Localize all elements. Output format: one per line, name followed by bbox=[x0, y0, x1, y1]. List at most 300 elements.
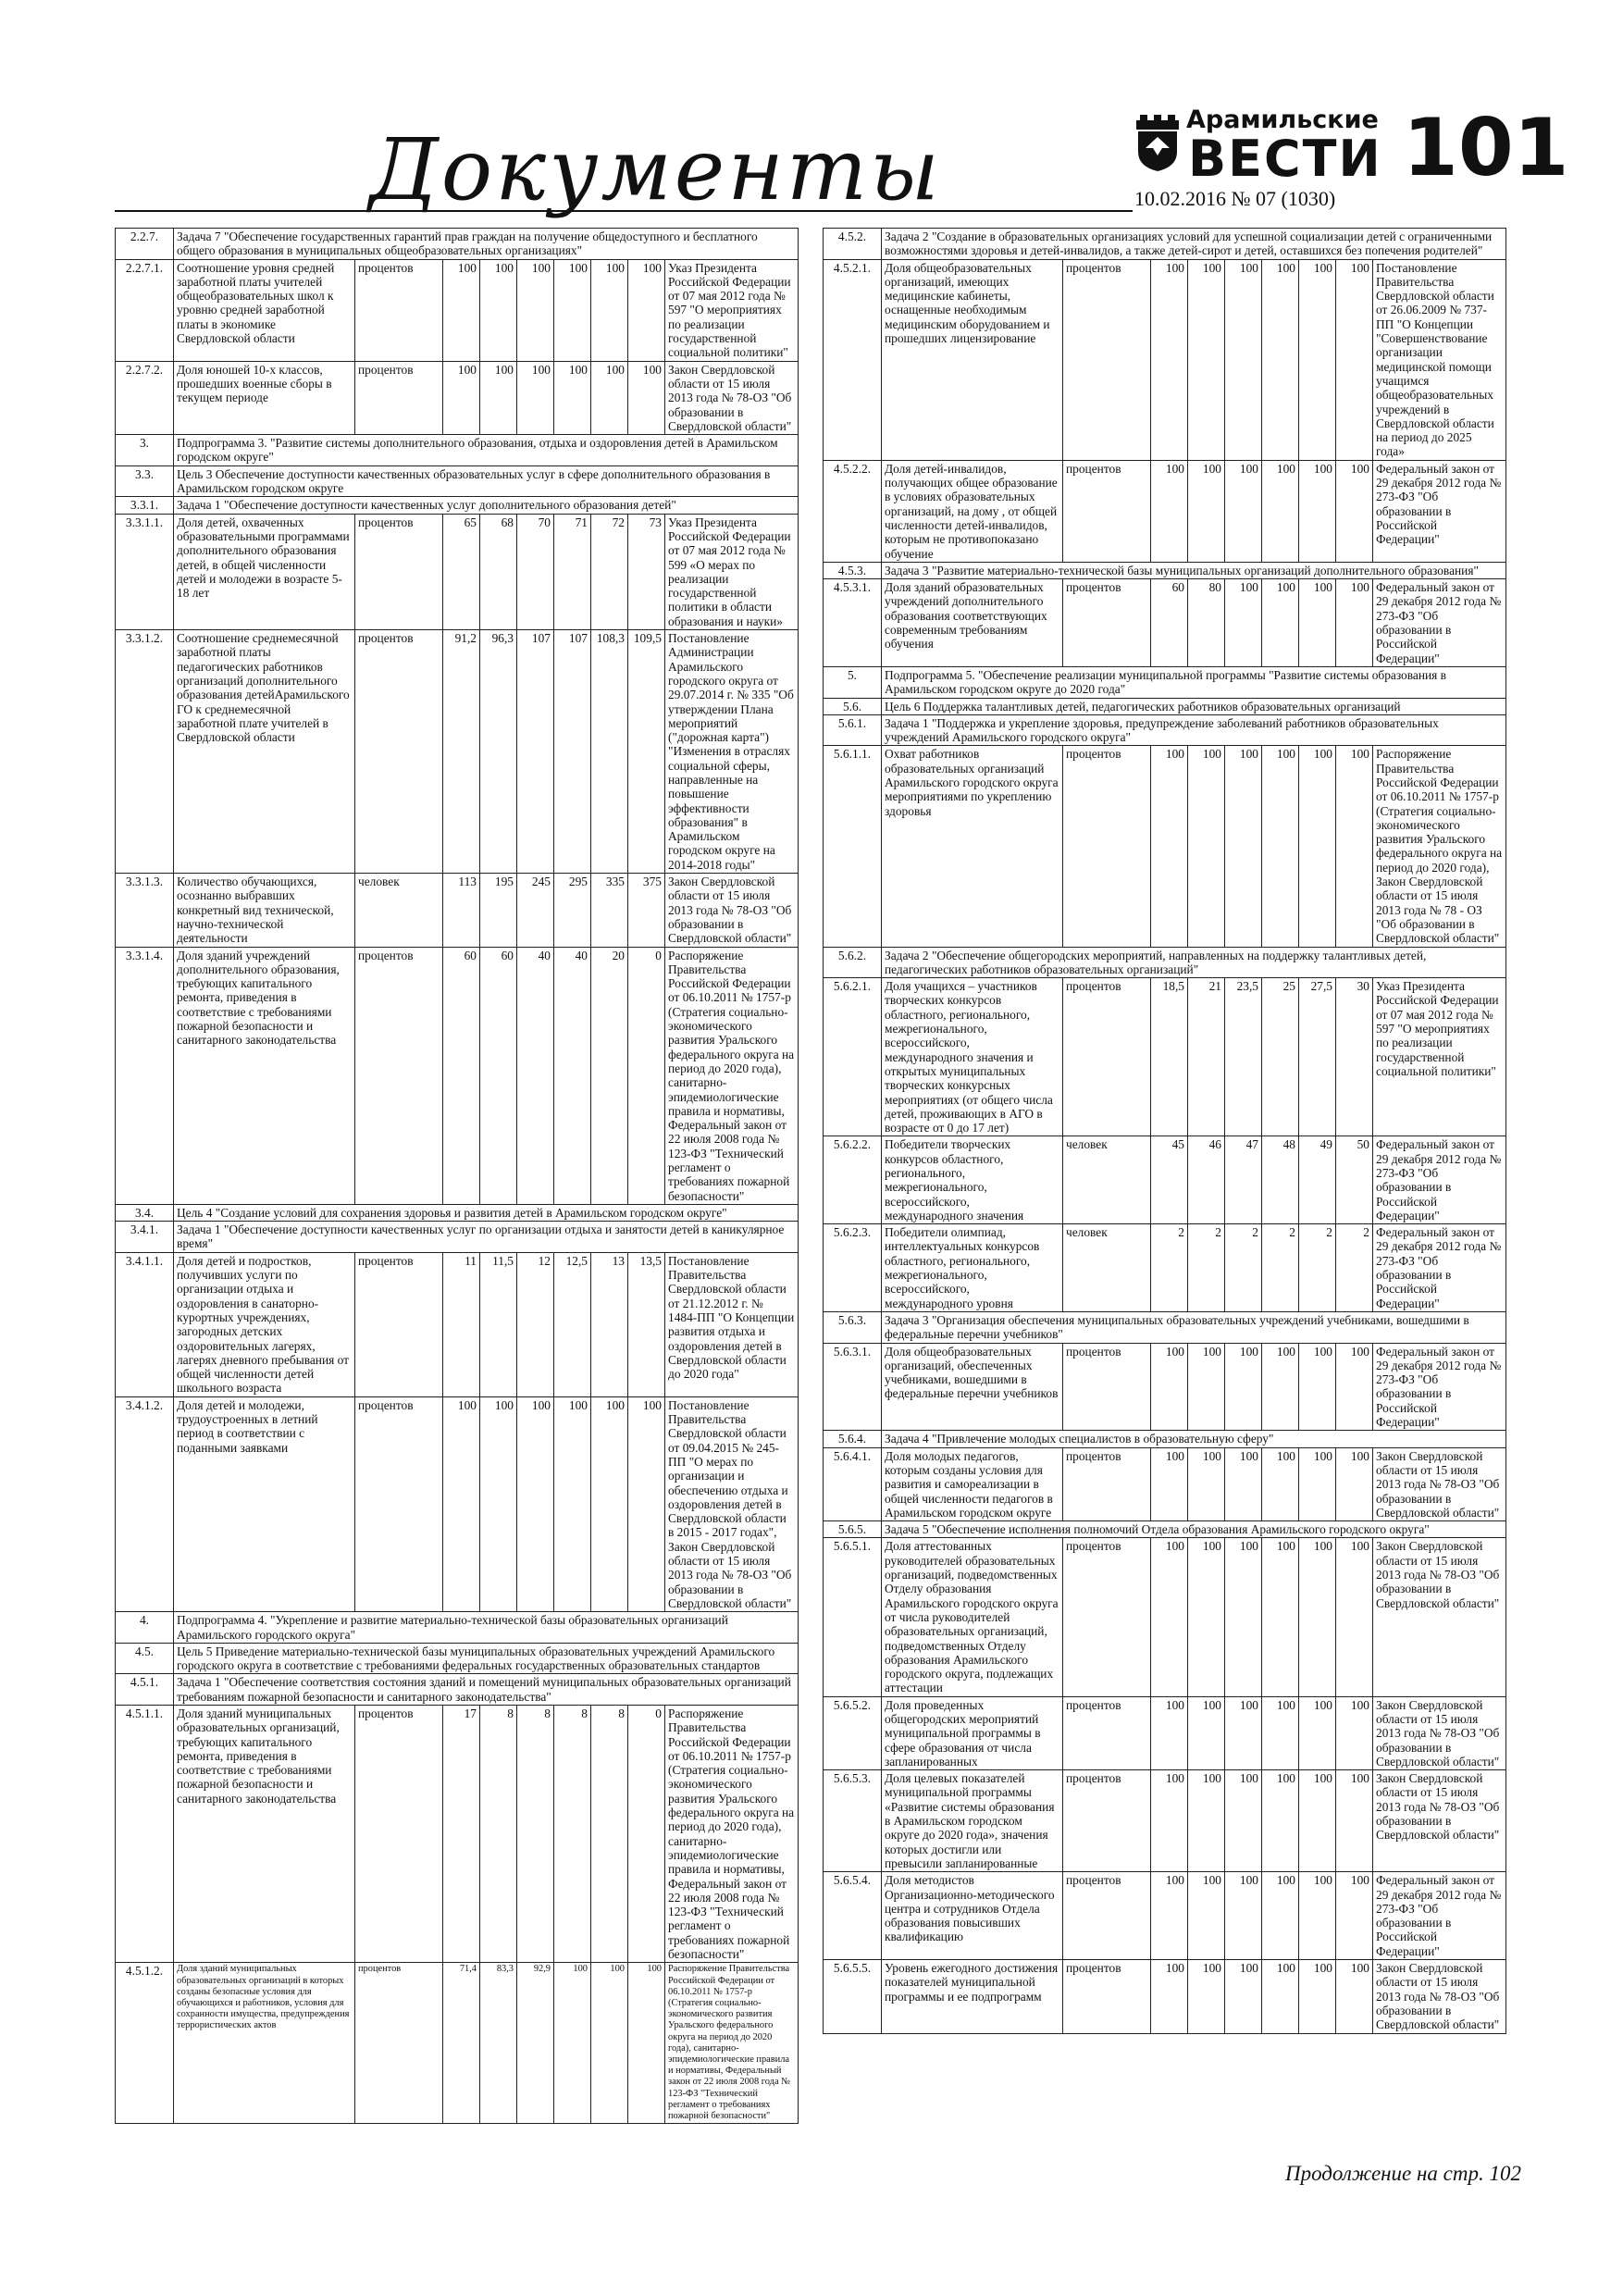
table-row bbox=[116, 630, 799, 874]
row-code: 4.5.2.2. bbox=[824, 460, 882, 562]
row-code: 5.6.3.1. bbox=[824, 1343, 882, 1431]
section-text: Задача 1 "Обеспечение доступности качественных услуг дополнительного образования детей" bbox=[174, 497, 799, 514]
table-row bbox=[116, 435, 799, 466]
table-row bbox=[116, 1252, 799, 1396]
indicator-name: Доля аттестованных руководителей образовательных организаций, подведомственных Отделу образования Арамильского городского округа от числа руководителей образовательных организаций, подведомственных Отделу образования Арамильского городского округа, подлежащих аттестации bbox=[882, 1538, 1063, 1696]
row-code: 5.6.5.3. bbox=[824, 1770, 882, 1872]
value-cell: 100 bbox=[1151, 460, 1188, 562]
value-cell: 100 bbox=[1225, 1770, 1262, 1872]
row-code: 5. bbox=[824, 666, 882, 698]
section-text: Задача 2 "Создание в образовательных организациях условий для успешной социализации детей с ограниченными возможностями здоровья и детей-инвалидов, а также детей-сирот и детей, оставшихся без попечения родителей" bbox=[882, 229, 1506, 260]
header-rule bbox=[115, 210, 1133, 212]
row-code: 4.5.3. bbox=[824, 562, 882, 578]
value-cell: 100 bbox=[1299, 746, 1336, 947]
legal-basis-cell: Федеральный закон от 29 декабря 2012 года № 273-ФЗ "Об образовании в Российской Федерации" bbox=[1373, 1136, 1506, 1224]
left-column bbox=[115, 228, 799, 2124]
legal-basis-cell: Федеральный закон от 29 декабря 2012 года № 273-ФЗ "Об образовании в Российской Федерации" bbox=[1373, 1224, 1506, 1312]
legal-basis-cell: Закон Свердловской области от 15 июля 2013 года № 78-ОЗ "Об образовании в Свердловской области" bbox=[1373, 1770, 1506, 1872]
indicator-name: Доля целевых показателей муниципальной программы «Развитие системы образования в Арамильском городском округе до 2020 года», значения которых достигли или превысили запланированные bbox=[882, 1770, 1063, 1872]
value-cell: 100 bbox=[1336, 1447, 1373, 1520]
unit-cell: процентов bbox=[1063, 259, 1151, 460]
issue-date: 10.02.2016 № 07 (1030) bbox=[1134, 187, 1336, 210]
masthead-name: ВЕСТИ bbox=[1188, 130, 1382, 188]
value-cell: 100 bbox=[1299, 1872, 1336, 1960]
row-code: 5.6.2.1. bbox=[824, 978, 882, 1136]
value-cell: 83,3 bbox=[480, 1963, 517, 2124]
value-cell: 21 bbox=[1188, 978, 1225, 1136]
value-cell: 100 bbox=[517, 361, 554, 434]
section-title: Документы bbox=[369, 120, 942, 219]
indicator-name: Доля детей и молодежи, трудоустроенных в летний период в соответствии с поданными заявками bbox=[174, 1396, 355, 1611]
value-cell: 100 bbox=[1188, 259, 1225, 460]
table-row bbox=[824, 579, 1506, 667]
indicator-name: Количество обучающихся, осознанно выбравших конкретный вид технической, научно-технической деятельности bbox=[174, 874, 355, 947]
row-code: 4.5.1. bbox=[116, 1674, 174, 1706]
value-cell: 100 bbox=[1151, 1343, 1188, 1431]
value-cell: 80 bbox=[1188, 579, 1225, 667]
value-cell: 113 bbox=[443, 874, 480, 947]
value-cell: 100 bbox=[517, 1396, 554, 1611]
value-cell: 46 bbox=[1188, 1136, 1225, 1224]
table-row bbox=[824, 229, 1506, 260]
value-cell: 8 bbox=[554, 1705, 591, 1962]
value-cell: 100 bbox=[1299, 460, 1336, 562]
unit-cell: процентов bbox=[1063, 1343, 1151, 1431]
legal-basis-cell: Распоряжение Правительства Российской Федерации от 06.10.2011 № 1757-р (Стратегия социально-экономического развития Уральского федерального округа на период до 2020 года), санитарно-эпидемиологические правила и нормативы, Федеральный закон от 22 июля 2008 года № 123-ФЗ "Технический регламент о требованиях пожарной безопасности" bbox=[665, 1963, 799, 2124]
value-cell: 49 bbox=[1299, 1136, 1336, 1224]
row-code: 3.3.1.4. bbox=[116, 947, 174, 1204]
value-cell: 100 bbox=[1336, 1872, 1373, 1960]
table-row bbox=[824, 1431, 1506, 1447]
table-row bbox=[116, 259, 799, 361]
city-crest-icon bbox=[1134, 115, 1181, 172]
table-row bbox=[824, 947, 1506, 978]
legal-basis-cell: Закон Свердловской области от 15 июля 2013 года № 78-ОЗ "Об образовании в Свердловской области" bbox=[1373, 1696, 1506, 1769]
value-cell: 100 bbox=[1299, 1447, 1336, 1520]
value-cell: 13,5 bbox=[628, 1252, 665, 1396]
masthead-town: Арамильские bbox=[1186, 105, 1379, 134]
legal-basis-cell: Распоряжение Правительства Российской Федерации от 06.10.2011 № 1757-р (Стратегия социально-экономического развития Уральского федерального округа на период до 2020 года), санитарно-эпидемиологические правила и нормативы, Федеральный закон от 22 июля 2008 года № 123-ФЗ "Технический регламент о требованиях пожарной безопасности" bbox=[665, 1705, 799, 1962]
value-cell: 100 bbox=[1299, 1343, 1336, 1431]
section-text: Цель 6 Поддержка талантливых детей, педагогических работников образовательных организаций bbox=[882, 698, 1506, 714]
table-row bbox=[116, 361, 799, 434]
value-cell: 375 bbox=[628, 874, 665, 947]
value-cell: 100 bbox=[591, 1963, 628, 2124]
value-cell: 2 bbox=[1336, 1224, 1373, 1312]
table-row bbox=[116, 229, 799, 260]
value-cell: 2 bbox=[1151, 1224, 1188, 1312]
value-cell: 100 bbox=[1188, 1343, 1225, 1431]
table-row bbox=[116, 947, 799, 1204]
value-cell: 100 bbox=[1225, 1447, 1262, 1520]
unit-cell: процентов bbox=[1063, 1770, 1151, 1872]
table-row bbox=[116, 1204, 799, 1221]
unit-cell: процентов bbox=[355, 259, 443, 361]
legal-basis-cell: Федеральный закон от 29 декабря 2012 года № 273-ФЗ "Об образовании в Российской Федерации" bbox=[1373, 579, 1506, 667]
value-cell: 48 bbox=[1262, 1136, 1299, 1224]
value-cell: 40 bbox=[517, 947, 554, 1204]
row-code: 5.6.5.4. bbox=[824, 1872, 882, 1960]
section-text: Подпрограмма 4. "Укрепление и развитие материально-технической базы образовательных организаций Арамильского городского округа" bbox=[174, 1612, 799, 1644]
value-cell: 73 bbox=[628, 514, 665, 629]
unit-cell: процентов bbox=[355, 1252, 443, 1396]
value-cell: 100 bbox=[1262, 259, 1299, 460]
section-text: Цель 5 Приведение материально-технической базы муниципальных образовательных учреждений Арамильского городского округа в соответствие с требованиями федеральных государственных образовательных стандартов bbox=[174, 1643, 799, 1674]
value-cell: 100 bbox=[1262, 460, 1299, 562]
value-cell: 100 bbox=[1225, 460, 1262, 562]
row-code: 3.3. bbox=[116, 465, 174, 497]
row-code: 4.5.2.1. bbox=[824, 259, 882, 460]
legal-basis-cell: Закон Свердловской области от 15 июля 2013 года № 78-ОЗ "Об образовании в Свердловской области" bbox=[1373, 1538, 1506, 1696]
unit-cell: процентов bbox=[355, 1396, 443, 1611]
unit-cell: процентов bbox=[355, 361, 443, 434]
value-cell: 100 bbox=[1336, 1538, 1373, 1696]
value-cell: 23,5 bbox=[1225, 978, 1262, 1136]
page-header bbox=[115, 102, 1569, 219]
section-text: Задача 1 "Обеспечение соответствия состояния зданий и помещений муниципальных образовательных организаций требованиям пожарной безопасности и санитарного законодательства" bbox=[174, 1674, 799, 1706]
indicator-name: Победители олимпиад, интеллектуальных конкурсов областного, регионального, межрегионального, всероссийского, международного уровня bbox=[882, 1224, 1063, 1312]
row-code: 5.6.2. bbox=[824, 947, 882, 978]
row-code: 3.3.1.2. bbox=[116, 630, 174, 874]
table-row bbox=[824, 978, 1506, 1136]
value-cell: 100 bbox=[628, 259, 665, 361]
value-cell: 100 bbox=[1262, 1343, 1299, 1431]
value-cell: 96,3 bbox=[480, 630, 517, 874]
legal-basis-cell: Указ Президента Российской Федерации от 07 мая 2012 года № 599 «О мерах по реализации государственной политики в области образования и науки» bbox=[665, 514, 799, 629]
table-row bbox=[824, 746, 1506, 947]
legal-basis-cell: Постановление Администрации Арамильского городского округа от 29.07.2014 г. № 335 "Об утверждении Плана мероприятий ("дорожная карта") "Изменения в отраслях социальной сферы, направленные на повышение эффективности образования" в Арамильском городском округе на 2014-2018 годы" bbox=[665, 630, 799, 874]
value-cell: 100 bbox=[1336, 1696, 1373, 1769]
table-row bbox=[116, 1612, 799, 1644]
value-cell: 100 bbox=[480, 361, 517, 434]
row-code: 5.6.1. bbox=[824, 714, 882, 746]
indicator-name: Доля юношей 10-х классов, прошедших военные сборы в текущем периоде bbox=[174, 361, 355, 434]
indicator-name: Победители творческих конкурсов областного, регионального, межрегионального, всероссийского, международного значения bbox=[882, 1136, 1063, 1224]
value-cell: 100 bbox=[628, 1396, 665, 1611]
table-row bbox=[116, 1643, 799, 1674]
value-cell: 100 bbox=[1299, 259, 1336, 460]
legal-basis-cell: Постановление Правительства Свердловской области от 21.12.2012 г. № 1484-ПП "О Концепции развития отдыха и оздоровления детей в Свердловской области до 2020 года" bbox=[665, 1252, 799, 1396]
table-row bbox=[116, 1396, 799, 1611]
row-code: 5.6.5.1. bbox=[824, 1538, 882, 1696]
section-text: Задача 4 "Привлечение молодых специалистов в образовательную сферу" bbox=[882, 1431, 1506, 1447]
value-cell: 100 bbox=[1262, 1538, 1299, 1696]
value-cell: 11 bbox=[443, 1252, 480, 1396]
unit-cell: процентов bbox=[1063, 978, 1151, 1136]
unit-cell: процентов bbox=[1063, 1696, 1151, 1769]
row-code: 4. bbox=[116, 1612, 174, 1644]
table-row bbox=[824, 666, 1506, 698]
indicator-name: Доля зданий муниципальных образовательных организаций в которых созданы безопасные условия для обучающихся и работников, условия для сохранности имущества, предупреждения террористических актов bbox=[174, 1963, 355, 2124]
value-cell: 100 bbox=[591, 259, 628, 361]
value-cell: 100 bbox=[1262, 1447, 1299, 1520]
indicator-name: Уровень ежегодного достижения показателей муниципальной программы и ее подпрограмм bbox=[882, 1960, 1063, 2033]
section-text: Подпрограмма 3. "Развитие системы дополнительного образования, отдыха и оздоровления детей в Арамильском городском округе" bbox=[174, 435, 799, 466]
value-cell: 100 bbox=[1151, 1770, 1188, 1872]
value-cell: 100 bbox=[1151, 1538, 1188, 1696]
unit-cell: процентов bbox=[355, 1963, 443, 2124]
value-cell: 100 bbox=[1151, 746, 1188, 947]
value-cell: 109,5 bbox=[628, 630, 665, 874]
unit-cell: процентов bbox=[355, 514, 443, 629]
section-text: Цель 4 "Создание условий для сохранения здоровья и развития детей в Арамильском городском округе" bbox=[174, 1204, 799, 1221]
value-cell: 0 bbox=[628, 947, 665, 1204]
value-cell: 72 bbox=[591, 514, 628, 629]
legal-basis-cell: Федеральный закон от 29 декабря 2012 года № 273-ФЗ "Об образовании в Российской Федерации" bbox=[1373, 460, 1506, 562]
value-cell: 11,5 bbox=[480, 1252, 517, 1396]
continued-note: Продолжение на стр. 102 bbox=[1284, 2162, 1521, 2185]
value-cell: 8 bbox=[591, 1705, 628, 1962]
legal-basis-cell: Закон Свердловской области от 15 июля 2013 года № 78-ОЗ "Об образовании в Свердловской области" bbox=[665, 361, 799, 434]
value-cell: 245 bbox=[517, 874, 554, 947]
value-cell: 100 bbox=[1336, 259, 1373, 460]
unit-cell: процентов bbox=[1063, 460, 1151, 562]
row-code: 2.2.7. bbox=[116, 229, 174, 260]
value-cell: 100 bbox=[1262, 579, 1299, 667]
value-cell: 107 bbox=[554, 630, 591, 874]
legal-basis-cell: Закон Свердловской области от 15 июля 2013 года № 78-ОЗ "Об образовании в Свердловской области" bbox=[665, 874, 799, 947]
legal-basis-cell: Федеральный закон от 29 декабря 2012 года № 273-ФЗ "Об образовании в Российской Федерации" bbox=[1373, 1872, 1506, 1960]
indicator-name: Доля учащихся – участников творческих конкурсов областного, регионального, межрегионального, всероссийского, международного значения и открытых муниципальных творческих конкурсных мероприятиях (от общего числа детей, проживающих в АГО в возрасте от 0 до 17 лет) bbox=[882, 978, 1063, 1136]
unit-cell: процентов bbox=[1063, 1447, 1151, 1520]
value-cell: 335 bbox=[591, 874, 628, 947]
unit-cell: процентов bbox=[355, 630, 443, 874]
value-cell: 2 bbox=[1225, 1224, 1262, 1312]
indicator-name: Доля зданий образовательных учреждений дополнительного образования соответствующих современным требованиям обучения bbox=[882, 579, 1063, 667]
value-cell: 60 bbox=[480, 947, 517, 1204]
value-cell: 100 bbox=[1336, 579, 1373, 667]
value-cell: 100 bbox=[628, 361, 665, 434]
value-cell: 100 bbox=[1336, 1960, 1373, 2033]
table-row bbox=[824, 1960, 1506, 2033]
indicator-name: Доля детей-инвалидов, получающих общее образование в условиях образовательных организаций, на дому , от общей численности детей-инвалидов, которым не противопоказано обучение bbox=[882, 460, 1063, 562]
value-cell: 100 bbox=[1151, 259, 1188, 460]
value-cell: 30 bbox=[1336, 978, 1373, 1136]
section-text: Задача 1 "Обеспечение доступности качественных услуг по организации отдыха и занятости детей в каникулярное время" bbox=[174, 1222, 799, 1253]
value-cell: 100 bbox=[1151, 1447, 1188, 1520]
section-text: Задача 5 "Обеспечение исполнения полномочий Отдела образования Арамильского городского округа" bbox=[882, 1521, 1506, 1538]
value-cell: 107 bbox=[517, 630, 554, 874]
row-code: 4.5.3.1. bbox=[824, 579, 882, 667]
row-code: 4.5.1.2. bbox=[116, 1963, 174, 2124]
indicator-name: Доля общеобразовательных организаций, обеспеченных учебниками, вошедшими в федеральные перечни учебников bbox=[882, 1343, 1063, 1431]
row-code: 5.6.1.1. bbox=[824, 746, 882, 947]
row-code: 4.5.2. bbox=[824, 229, 882, 260]
row-code: 5.6.4.1. bbox=[824, 1447, 882, 1520]
table-row bbox=[824, 698, 1506, 714]
value-cell: 45 bbox=[1151, 1136, 1188, 1224]
table-row bbox=[824, 1770, 1506, 1872]
legal-basis-cell: Постановление Правительства Свердловской области от 26.06.2009 № 737-ПП "О Концепции "Совершенствование организации медицинской помощи учащимся общеобразовательных учреждений в Свердловской области на период до 2025 года» bbox=[1373, 259, 1506, 460]
row-code: 3.4.1. bbox=[116, 1222, 174, 1253]
row-code: 3.4.1.2. bbox=[116, 1396, 174, 1611]
legal-basis-cell: Распоряжение Правительства Российской Федерации от 06.10.2011 № 1757-р (Стратегия социально-экономического развития Уральского федерального округа на период до 2020 года), Закон Свердловской области от 15 июля 2013 года № 78 - ОЗ "Об образовании в Свердловской области" bbox=[1373, 746, 1506, 947]
value-cell: 100 bbox=[1151, 1960, 1188, 2033]
unit-cell: человек bbox=[1063, 1224, 1151, 1312]
table-row bbox=[824, 1521, 1506, 1538]
table-row bbox=[116, 465, 799, 497]
unit-cell: человек bbox=[355, 874, 443, 947]
value-cell: 100 bbox=[1262, 746, 1299, 947]
section-text: Задача 3 "Развитие материально-технической базы муниципальных организаций дополнительного образования" bbox=[882, 562, 1506, 578]
table-row bbox=[824, 1447, 1506, 1520]
value-cell: 50 bbox=[1336, 1136, 1373, 1224]
section-text: Задача 3 "Организация обеспечения муниципальных образовательных учреждений учебниками, вошедшими в федеральные перечни учебников" bbox=[882, 1311, 1506, 1343]
table-row bbox=[824, 1696, 1506, 1769]
indicators-table-left bbox=[115, 228, 799, 2124]
unit-cell: процентов bbox=[355, 947, 443, 1204]
value-cell: 60 bbox=[443, 947, 480, 1204]
row-code: 4.5.1.1. bbox=[116, 1705, 174, 1962]
indicator-name: Доля общеобразовательных организаций, имеющих медицинские кабинеты, оснащенные необходимым медицинским оборудованием и прошедших лицензирование bbox=[882, 259, 1063, 460]
row-code: 5.6.5.2. bbox=[824, 1696, 882, 1769]
value-cell: 71,4 bbox=[443, 1963, 480, 2124]
section-text: Цель 3 Обеспечение доступности качественных образовательных услуг в сфере дополнительного образования в Арамильском городском округе bbox=[174, 465, 799, 497]
indicator-name: Доля проведенных общегородских мероприятий муниципальной программы в сфере образования от числа запланированных bbox=[882, 1696, 1063, 1769]
value-cell: 91,2 bbox=[443, 630, 480, 874]
row-code: 3.3.1.3. bbox=[116, 874, 174, 947]
value-cell: 100 bbox=[443, 259, 480, 361]
indicator-name: Охват работников образовательных организаций Арамильского городского округа мероприятиями по укреплению здоровья bbox=[882, 746, 1063, 947]
indicator-name: Доля зданий учреждений дополнительного образования, требующих капитального ремонта, приведения в соответствие с требованиями пожарной безопасности и санитарного законодательства bbox=[174, 947, 355, 1204]
value-cell: 12 bbox=[517, 1252, 554, 1396]
right-column bbox=[823, 228, 1506, 2034]
legal-basis-cell: Постановление Правительства Свердловской области от 09.04.2015 № 245-ПП "О мерах по организации и обеспечению отдыха и оздоровления детей в Свердловской области в 2015 - 2017 годах", Закон Свердловской области от 15 июля 2013 года № 78-ОЗ "Об образовании в Свердловской области" bbox=[665, 1396, 799, 1611]
value-cell: 8 bbox=[517, 1705, 554, 1962]
value-cell: 100 bbox=[1299, 1696, 1336, 1769]
row-code: 5.6.3. bbox=[824, 1311, 882, 1343]
unit-cell: процентов bbox=[1063, 746, 1151, 947]
unit-cell: процентов bbox=[1063, 1872, 1151, 1960]
unit-cell: человек bbox=[1063, 1136, 1151, 1224]
table-row bbox=[116, 1963, 799, 2124]
row-code: 3.4. bbox=[116, 1204, 174, 1221]
value-cell: 100 bbox=[1225, 1696, 1262, 1769]
value-cell: 40 bbox=[554, 947, 591, 1204]
table-row bbox=[824, 1343, 1506, 1431]
value-cell: 2 bbox=[1188, 1224, 1225, 1312]
value-cell: 100 bbox=[554, 1396, 591, 1611]
value-cell: 100 bbox=[1336, 460, 1373, 562]
value-cell: 100 bbox=[1151, 1872, 1188, 1960]
row-code: 3.4.1.1. bbox=[116, 1252, 174, 1396]
value-cell: 100 bbox=[1299, 579, 1336, 667]
value-cell: 100 bbox=[1262, 1770, 1299, 1872]
value-cell: 100 bbox=[1225, 1960, 1262, 2033]
value-cell: 100 bbox=[1336, 1343, 1373, 1431]
page-number: 101 bbox=[1403, 102, 1569, 194]
table-row bbox=[116, 1674, 799, 1706]
table-row bbox=[824, 1136, 1506, 1224]
row-code: 2.2.7.1. bbox=[116, 259, 174, 361]
row-code: 5.6. bbox=[824, 698, 882, 714]
value-cell: 100 bbox=[1225, 746, 1262, 947]
row-code: 5.6.5.5. bbox=[824, 1960, 882, 2033]
unit-cell: процентов bbox=[1063, 1960, 1151, 2033]
legal-basis-cell: Закон Свердловской области от 15 июля 2013 года № 78-ОЗ "Об образовании в Свердловской области" bbox=[1373, 1960, 1506, 2033]
table-row bbox=[824, 1872, 1506, 1960]
value-cell: 100 bbox=[480, 1396, 517, 1611]
value-cell: 25 bbox=[1262, 978, 1299, 1136]
row-code: 5.6.2.3. bbox=[824, 1224, 882, 1312]
indicators-table-right bbox=[823, 228, 1506, 2034]
value-cell: 100 bbox=[1151, 1696, 1188, 1769]
table-row bbox=[824, 460, 1506, 562]
value-cell: 100 bbox=[443, 1396, 480, 1611]
value-cell: 27,5 bbox=[1299, 978, 1336, 1136]
value-cell: 2 bbox=[1262, 1224, 1299, 1312]
value-cell: 100 bbox=[554, 361, 591, 434]
value-cell: 100 bbox=[1225, 259, 1262, 460]
unit-cell: процентов bbox=[1063, 1538, 1151, 1696]
table-row bbox=[116, 1705, 799, 1962]
value-cell: 295 bbox=[554, 874, 591, 947]
newspaper-masthead bbox=[1134, 102, 1569, 217]
row-code: 5.6.4. bbox=[824, 1431, 882, 1447]
value-cell: 20 bbox=[591, 947, 628, 1204]
row-code: 4.5. bbox=[116, 1643, 174, 1674]
value-cell: 100 bbox=[1262, 1696, 1299, 1769]
value-cell: 100 bbox=[1188, 1696, 1225, 1769]
value-cell: 100 bbox=[480, 259, 517, 361]
table-row bbox=[116, 1222, 799, 1253]
value-cell: 100 bbox=[443, 361, 480, 434]
value-cell: 100 bbox=[1225, 579, 1262, 667]
unit-cell: процентов bbox=[355, 1705, 443, 1962]
section-text: Задача 2 "Обеспечение общегородских мероприятий, направленных на поддержку талантливых детей, педагогических работников образовательных организаций" bbox=[882, 947, 1506, 978]
value-cell: 100 bbox=[1188, 1770, 1225, 1872]
value-cell: 18,5 bbox=[1151, 978, 1188, 1136]
row-code: 3. bbox=[116, 435, 174, 466]
value-cell: 70 bbox=[517, 514, 554, 629]
value-cell: 100 bbox=[1188, 746, 1225, 947]
section-text: Подпрограмма 5. "Обеспечение реализации муниципальной программы "Развитие системы образования в Арамильском городском округе до 2020 года" bbox=[882, 666, 1506, 698]
table-row bbox=[824, 714, 1506, 746]
value-cell: 100 bbox=[1262, 1872, 1299, 1960]
row-code: 3.3.1.1. bbox=[116, 514, 174, 629]
value-cell: 100 bbox=[1299, 1538, 1336, 1696]
value-cell: 100 bbox=[1188, 460, 1225, 562]
value-cell: 8 bbox=[480, 1705, 517, 1962]
row-code: 2.2.7.2. bbox=[116, 361, 174, 434]
value-cell: 47 bbox=[1225, 1136, 1262, 1224]
table-row bbox=[116, 514, 799, 629]
value-cell: 100 bbox=[1336, 1770, 1373, 1872]
value-cell: 65 bbox=[443, 514, 480, 629]
table-row bbox=[824, 1538, 1506, 1696]
value-cell: 100 bbox=[554, 1963, 591, 2124]
value-cell: 100 bbox=[1225, 1538, 1262, 1696]
value-cell: 100 bbox=[1225, 1343, 1262, 1431]
value-cell: 17 bbox=[443, 1705, 480, 1962]
indicator-name: Доля методистов Организационно-методического центра и сотрудников Отдела образования повысивших квалификацию bbox=[882, 1872, 1063, 1960]
section-text: Задача 1 "Поддержка и укрепление здоровья, предупреждение заболеваний работников образовательных учреждений Арамильского городского округа" bbox=[882, 714, 1506, 746]
value-cell: 100 bbox=[1188, 1447, 1225, 1520]
value-cell: 71 bbox=[554, 514, 591, 629]
table-row bbox=[824, 562, 1506, 578]
value-cell: 100 bbox=[1299, 1770, 1336, 1872]
value-cell: 100 bbox=[591, 1396, 628, 1611]
legal-basis-cell: Закон Свердловской области от 15 июля 2013 года № 78-ОЗ "Об образовании в Свердловской области" bbox=[1373, 1447, 1506, 1520]
table-row bbox=[824, 1311, 1506, 1343]
section-text: Задача 7 "Обеспечение государственных гарантий прав граждан на получение общедоступного и бесплатного общего образования в муниципальных общеобразовательных организациях" bbox=[174, 229, 799, 260]
value-cell: 100 bbox=[1262, 1960, 1299, 2033]
row-code: 3.3.1. bbox=[116, 497, 174, 514]
row-code: 5.6.2.2. bbox=[824, 1136, 882, 1224]
row-code: 5.6.5. bbox=[824, 1521, 882, 1538]
value-cell: 13 bbox=[591, 1252, 628, 1396]
value-cell: 92,9 bbox=[517, 1963, 554, 2124]
